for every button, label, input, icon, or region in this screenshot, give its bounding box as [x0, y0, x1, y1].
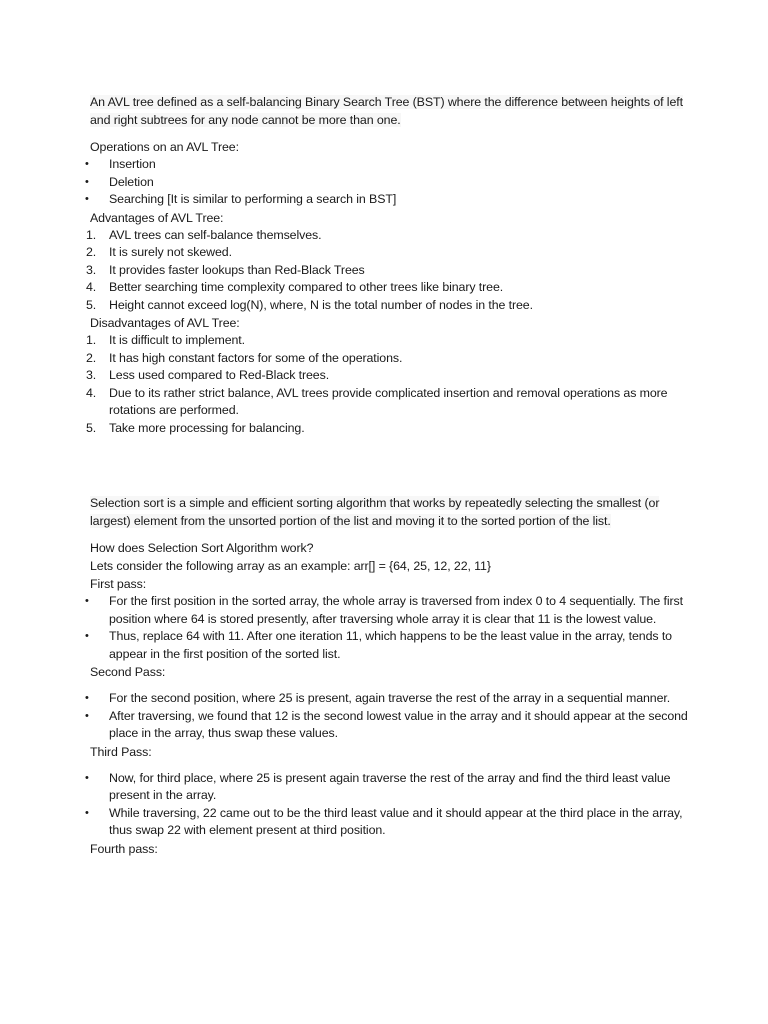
- list-item: 1. AVL trees can self-balance themselves.: [86, 227, 322, 242]
- selection-sort-intro: Selection sort is a simple and efficient sorting algorithm that works by repeatedly selecting the smallest (or largest) element from the unsorted portion of the list and moving it to the sorted portion of the list.: [90, 496, 660, 528]
- list-item: • Now, for third place, where 25 is present again traverse the rest of the array and find the third least value present in the array.: [90, 770, 690, 805]
- list-item: • Searching [It is similar to performing a search in BST]: [90, 191, 690, 209]
- fourth-pass-heading: Fourth pass:: [90, 841, 158, 856]
- how-it-works-heading: How does Selection Sort Algorithm work?: [90, 541, 314, 555]
- third-pass-list: [90, 770, 690, 840]
- avl-operations-heading: Operations on an AVL Tree:: [90, 140, 239, 154]
- avl-section: [86, 93, 690, 437]
- selection-sort-section: [90, 494, 690, 858]
- list-item: 5. Height cannot exceed log(N), where, N is the total number of nodes in the tree.: [86, 297, 533, 312]
- first-pass-list: [90, 593, 690, 663]
- list-item: • For the second position, where 25 is present, again traverse the rest of the array in a sequential manner.: [90, 690, 690, 708]
- list-item: 4. Due to its rather strict balance, AVL trees provide complicated insertion and removal operations as more rotations are performed.: [86, 385, 668, 417]
- third-pass-heading: Third Pass:: [90, 744, 152, 759]
- first-pass-heading: First pass:: [90, 577, 147, 591]
- list-item: 3. Less used compared to Red-Black trees.: [86, 368, 330, 382]
- second-pass-list: [90, 690, 690, 743]
- list-item: 4. Better searching time complexity compared to other trees like binary tree.: [86, 280, 504, 294]
- avl-advantages-list: [86, 227, 690, 315]
- list-item: • Insertion: [90, 156, 690, 174]
- list-item: 2. It has high constant factors for some of the operations.: [86, 350, 403, 365]
- avl-operations-list: [90, 156, 690, 209]
- list-item: • Deletion: [90, 174, 690, 192]
- list-item: 5. Take more processing for balancing.: [86, 420, 305, 435]
- avl-advantages-heading: Advantages of AVL Tree:: [90, 210, 224, 225]
- list-item: • After traversing, we found that 12 is the second lowest value in the array and it should appear at the second place in the array, thus swap these values.: [90, 708, 690, 743]
- list-item: • While traversing, 22 came out to be the third least value and it should appear at the third place in the array, thus swap 22 with element present at third position.: [90, 805, 690, 840]
- list-item: 2. It is surely not skewed.: [86, 245, 232, 259]
- avl-disadvantages-list: [86, 332, 690, 437]
- list-item: 3. It provides faster lookups than Red-Black Trees: [86, 262, 365, 277]
- list-item: • For the first position in the sorted array, the whole array is traversed from index 0 to 4 sequentially. The first position where 64 is stored presently, after traversing whole array it is clear that 11 is the lowest value.: [90, 593, 690, 628]
- second-pass-heading: Second Pass:: [90, 665, 166, 679]
- list-item: 1. It is difficult to implement.: [86, 333, 245, 347]
- example-array-text: Lets consider the following array as an example: arr[] = {64, 25, 12, 22, 11}: [90, 559, 491, 573]
- list-item: • Thus, replace 64 with 11. After one iteration 11, which happens to be the least value in the array, tends to appear in the first position of the sorted list.: [90, 628, 690, 663]
- avl-disadvantages-heading: Disadvantages of AVL Tree:: [90, 316, 240, 330]
- avl-intro: An AVL tree defined as a self-balancing Binary Search Tree (BST) where the difference between heights of left and right subtrees for any node cannot be more than one.: [90, 95, 683, 127]
